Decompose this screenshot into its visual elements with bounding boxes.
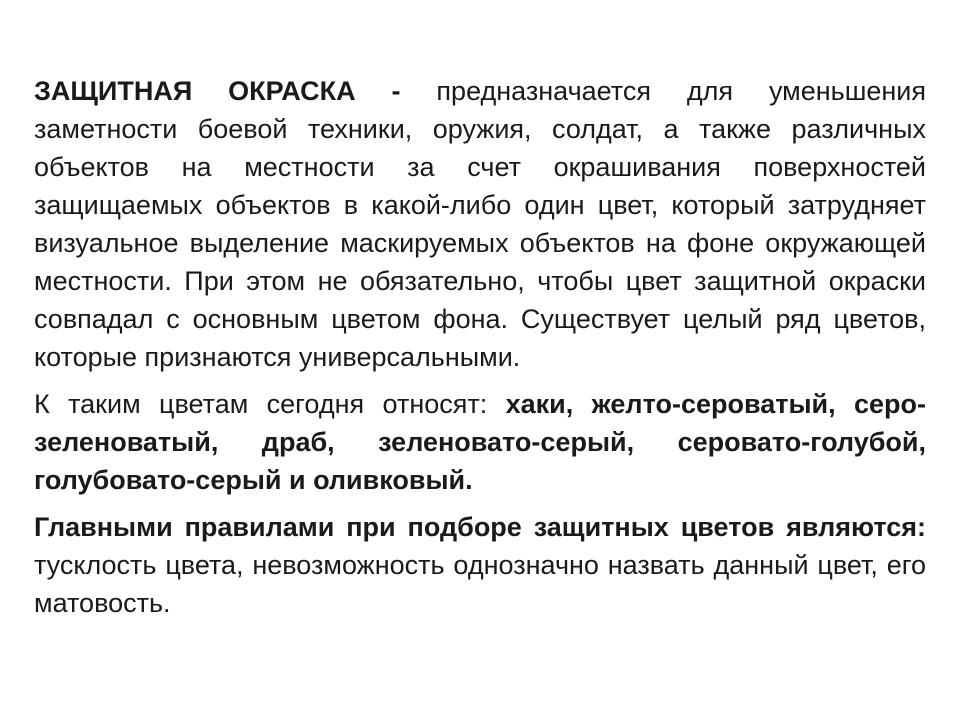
- definition-paragraph: [34, 72, 926, 376]
- rules-paragraph: [34, 508, 926, 622]
- rules-heading: Главными правилами при подборе защитных цветов являются:: [34, 512, 926, 542]
- colors-intro: К таким цветам сегодня относят:: [34, 389, 506, 419]
- colors-list: хаки, желто-сероватый, серо-зеленоватый, драб, зеленовато-серый, серовато-голубой, голубовато-серый и оливковый.: [34, 389, 926, 495]
- definition-text: предназначается для уменьшения заметности боевой техники, оружия, солдат, а также различных объектов на местности за счет окрашивания поверхностей защищаемых объектов в какой-либо один цвет, который затрудняет визуальное выделение маскируемых объектов на фоне окружающей местности. При этом не обязательно, чтобы цвет защитной окраски совпадал с основным цветом фона. Существует целый ряд цветов, которые признаются универсальными.: [34, 76, 926, 372]
- rules-text: тусклость цвета, невозможность однозначно назвать данный цвет, его матовость.: [34, 550, 926, 618]
- term-title: ЗАЩИТНАЯ ОКРАСКА -: [34, 76, 401, 106]
- slide-content: [34, 72, 926, 631]
- colors-paragraph: [34, 385, 926, 499]
